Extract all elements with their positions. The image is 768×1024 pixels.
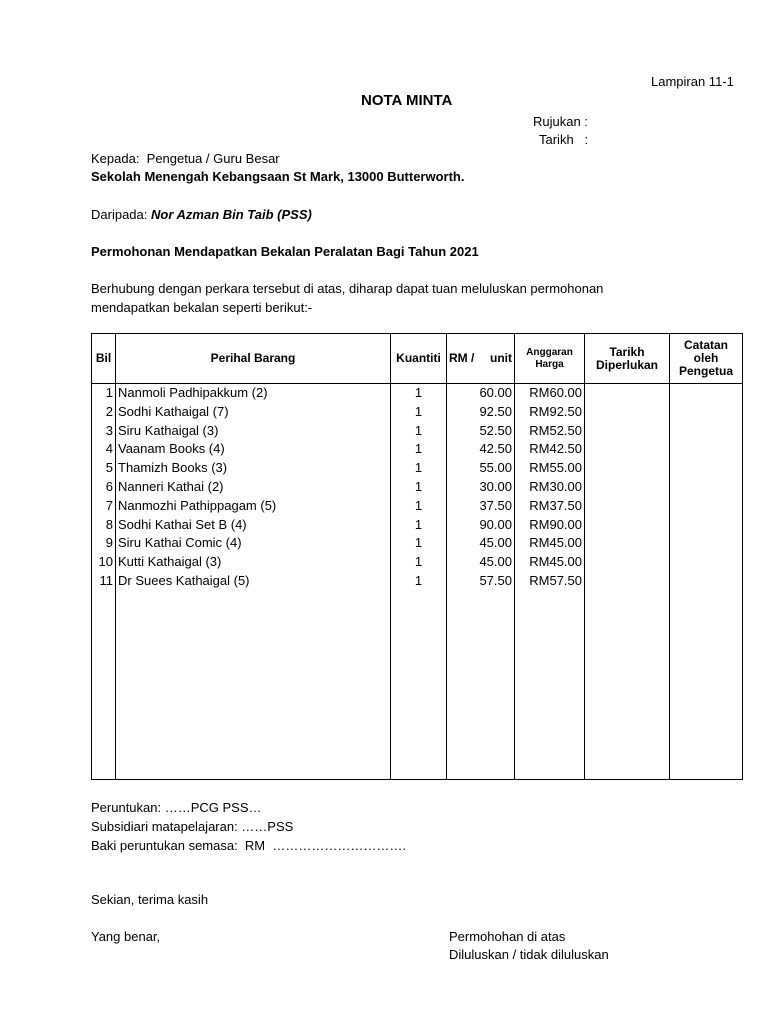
table-row	[92, 459, 743, 478]
item-name: Nanneri Kathai (2)	[116, 478, 391, 497]
header-unit-price	[447, 334, 515, 384]
subsidiary-line: Subsidiari matapelajaran: ……PSS	[91, 819, 294, 834]
unit-price: 30.00	[447, 478, 515, 497]
quantity: 1	[391, 553, 447, 572]
principal-notes	[670, 572, 743, 591]
estimated-price: RM30.00	[515, 478, 585, 497]
row-number: 2	[92, 403, 116, 422]
principal-notes	[670, 497, 743, 516]
principal-notes	[670, 478, 743, 497]
table-row	[92, 516, 743, 535]
principal-notes	[670, 553, 743, 572]
empty-cell	[515, 591, 585, 780]
principal-notes	[670, 516, 743, 535]
quantity: 1	[391, 534, 447, 553]
row-number: 9	[92, 534, 116, 553]
row-number: 5	[92, 459, 116, 478]
header-rm: RM /	[449, 351, 475, 365]
date-needed	[585, 459, 670, 478]
recipient-line: Kepada: Pengetua / Guru Besar	[91, 151, 280, 166]
principal-notes	[670, 403, 743, 422]
unit-price: 52.50	[447, 422, 515, 441]
quantity: 1	[391, 440, 447, 459]
balance-line: Baki peruntukan semasa: RM ………………………….	[91, 838, 406, 853]
table-row	[92, 440, 743, 459]
item-name: Siru Kathai Comic (4)	[116, 534, 391, 553]
thanks-line: Sekian, terima kasih	[91, 892, 209, 907]
table-header-row	[92, 334, 743, 384]
header-unit: unit	[490, 351, 512, 365]
header-estimate: Anggaran Harga	[515, 334, 585, 384]
row-number: 4	[92, 440, 116, 459]
date-needed	[585, 403, 670, 422]
header-notes: Catatan oleh Pengetua	[670, 334, 743, 384]
quantity: 1	[391, 497, 447, 516]
quantity: 1	[391, 422, 447, 441]
item-name: Siru Kathaigal (3)	[116, 422, 391, 441]
yours-line: Yang benar,	[91, 929, 161, 944]
table-row	[92, 384, 743, 403]
principal-notes	[670, 534, 743, 553]
date-needed	[585, 497, 670, 516]
estimated-price: RM90.00	[515, 516, 585, 535]
body-line-1: Berhubung dengan perkara tersebut di atas, diharap dapat tuan meluluskan permohonan	[91, 281, 604, 296]
estimated-price: RM45.00	[515, 534, 585, 553]
unit-price: 57.50	[447, 572, 515, 591]
estimated-price: RM45.00	[515, 553, 585, 572]
principal-notes	[670, 422, 743, 441]
estimated-price: RM55.00	[515, 459, 585, 478]
empty-cell	[447, 591, 515, 780]
quantity: 1	[391, 572, 447, 591]
row-number: 3	[92, 422, 116, 441]
row-number: 8	[92, 516, 116, 535]
date-needed	[585, 440, 670, 459]
table-row	[92, 534, 743, 553]
date-needed	[585, 384, 670, 403]
unit-price: 45.00	[447, 553, 515, 572]
request-table	[91, 333, 743, 780]
approval-line-1: Permohohan di atas	[449, 929, 566, 944]
unit-price: 60.00	[447, 384, 515, 403]
unit-price: 42.50	[447, 440, 515, 459]
quantity: 1	[391, 459, 447, 478]
principal-notes	[670, 440, 743, 459]
row-number: 6	[92, 478, 116, 497]
principal-notes	[670, 459, 743, 478]
date-needed	[585, 422, 670, 441]
date-needed	[585, 553, 670, 572]
quantity: 1	[391, 516, 447, 535]
date-needed	[585, 572, 670, 591]
unit-price: 37.50	[447, 497, 515, 516]
date-needed	[585, 534, 670, 553]
allocation-line: Peruntukan: ……PCG PSS…	[91, 800, 262, 815]
date-needed	[585, 516, 670, 535]
row-number: 7	[92, 497, 116, 516]
item-name: Vaanam Books (4)	[116, 440, 391, 459]
unit-price: 45.00	[447, 534, 515, 553]
row-number: 1	[92, 384, 116, 403]
item-name: Kutti Kathaigal (3)	[116, 553, 391, 572]
attachment-ref: Lampiran 11-1	[651, 74, 734, 89]
header-item: Perihal Barang	[116, 334, 391, 384]
table-row	[92, 572, 743, 591]
empty-cell	[92, 591, 116, 780]
item-name: Nanmozhi Pathippagam (5)	[116, 497, 391, 516]
table-filler-row	[92, 591, 743, 780]
principal-notes	[670, 384, 743, 403]
table-row	[92, 422, 743, 441]
body-line-2: mendapatkan bekalan seperti berikut:-	[91, 300, 313, 315]
sender-line	[91, 207, 312, 222]
estimated-price: RM52.50	[515, 422, 585, 441]
table-row	[92, 497, 743, 516]
quantity: 1	[391, 403, 447, 422]
empty-cell	[391, 591, 447, 780]
row-number: 10	[92, 553, 116, 572]
estimated-price: RM42.50	[515, 440, 585, 459]
quantity: 1	[391, 384, 447, 403]
empty-cell	[585, 591, 670, 780]
estimated-price: RM60.00	[515, 384, 585, 403]
item-name: Sodhi Kathaigal (7)	[116, 403, 391, 422]
estimated-price: RM37.50	[515, 497, 585, 516]
table-row	[92, 478, 743, 497]
unit-price: 55.00	[447, 459, 515, 478]
date-label: Tarikh :	[539, 132, 589, 147]
item-name: Nanmoli Padhipakkum (2)	[116, 384, 391, 403]
unit-price: 90.00	[447, 516, 515, 535]
estimated-price: RM57.50	[515, 572, 585, 591]
table-row	[92, 553, 743, 572]
subject-line: Permohonan Mendapatkan Bekalan Peralatan Bagi Tahun 2021	[91, 244, 479, 259]
header-date-needed: Tarikh Diperlukan	[585, 334, 670, 384]
empty-cell	[670, 591, 743, 780]
reference-label: Rujukan :	[533, 114, 588, 129]
row-number: 11	[92, 572, 116, 591]
approval-line-2: Diluluskan / tidak diluluskan	[449, 947, 609, 962]
quantity: 1	[391, 478, 447, 497]
estimated-price: RM92.50	[515, 403, 585, 422]
sender-label: Daripada:	[91, 207, 148, 222]
unit-price: 92.50	[447, 403, 515, 422]
school-name: Sekolah Menengah Kebangsaan St Mark, 13000 Butterworth.	[91, 169, 465, 184]
header-bil: Bil	[92, 334, 116, 384]
item-name: Sodhi Kathai Set B (4)	[116, 516, 391, 535]
document-title: NOTA MINTA	[361, 92, 453, 109]
date-needed	[585, 478, 670, 497]
empty-cell	[116, 591, 391, 780]
header-qty: Kuantiti	[391, 334, 447, 384]
item-name: Dr Suees Kathaigal (5)	[116, 572, 391, 591]
sender-name: Nor Azman Bin Taib (PSS)	[151, 207, 312, 222]
item-name: Thamizh Books (3)	[116, 459, 391, 478]
table-row	[92, 403, 743, 422]
